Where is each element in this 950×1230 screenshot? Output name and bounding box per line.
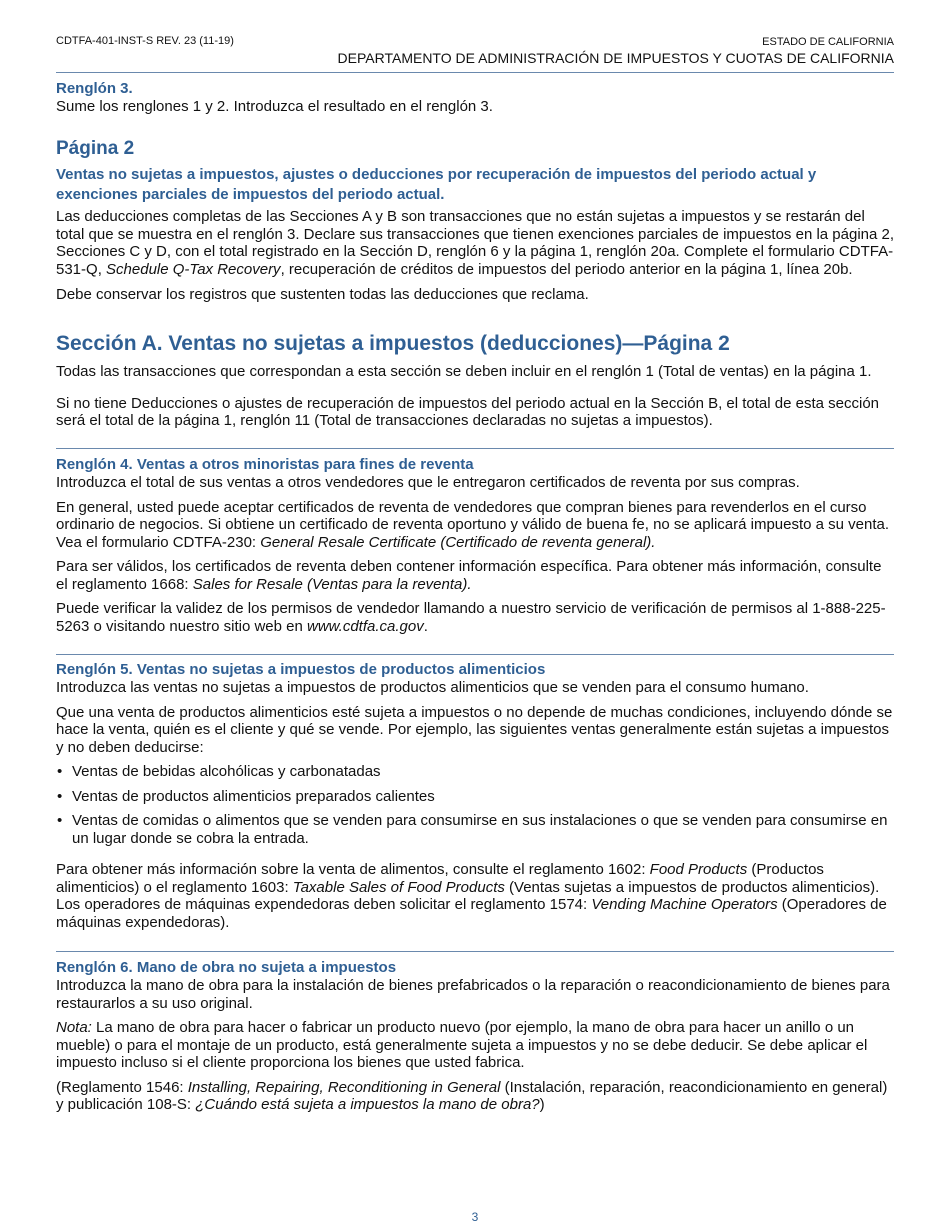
sectionA-heading: Sección A. Ventas no sujetas a impuestos (deducciones)—Página 2 <box>56 332 730 355</box>
list-item: • Ventas de productos alimenticios preparados calientes <box>56 788 894 806</box>
divider-line5 <box>56 654 894 655</box>
divider-line6 <box>56 951 894 952</box>
line5-section <box>56 660 894 931</box>
header-divider <box>56 72 894 73</box>
department-name: DEPARTAMENTO DE ADMINISTRACIÓN DE IMPUESTOS Y CUOTAS DE CALIFORNIA <box>337 50 894 66</box>
sectionA-paragraph-1: Todas las transacciones que correspondan a esta sección se deben incluir en el renglón 1 (Total de ventas) en la página 1. <box>56 363 872 380</box>
website-link: www.cdtfa.ca.gov <box>307 617 424 635</box>
line4-paragraph-2: En general, usted puede aceptar certificados de reventa de vendedores que compran bienes para revenderlos en el curso ordinario de negocios. Si obtiene un certificado de reventa oportuno y válido de buena fe, no se aplicará impuesto a su venta. Vea el formulario CDTFA-230: General Resale Certificate (Certificado de reventa general). <box>56 498 890 551</box>
document-page <box>56 0 895 1113</box>
page2-subheading: Ventas no sujetas a impuestos, ajustes o deducciones por recuperación de impuestos del periodo actual y exenciones parciales de impuestos del periodo actual. <box>56 166 817 203</box>
sectionA <box>56 331 894 430</box>
line3-section <box>56 79 894 116</box>
line4-heading: Renglón 4. Ventas a otros minoristas para fines de reventa <box>56 456 474 473</box>
page-header <box>56 0 894 66</box>
line4-section <box>56 455 894 635</box>
page2-section <box>56 137 894 304</box>
agency-block <box>338 35 894 67</box>
page2-paragraph-2: Debe conservar los registros que sustenten todas las deducciones que reclama. <box>56 286 589 303</box>
list-item: • Ventas de comidas o alimentos que se venden para consumirse en sus instalaciones o que se venden para consumirse en un lugar donde se cobra la entrada. <box>56 812 894 847</box>
form-id: CDTFA-401-INST-S REV. 23 (11-19) <box>56 35 234 47</box>
line4-paragraph-4: Puede verificar la validez de los permisos de vendedor llamando a nuestro servicio de verificación de permisos al 1-888-225-5263 o visitando nuestro sitio web en www.cdtfa.ca.gov. <box>56 600 886 635</box>
line6-section <box>56 958 894 1114</box>
line6-paragraph-1: Introduzca la mano de obra para la instalación de bienes prefabricados o la reparación o reacondicionamiento de bienes para restaurarlos a su uso original. <box>56 977 890 1012</box>
line6-heading: Renglón 6. Mano de obra no sujeta a impuestos <box>56 959 397 976</box>
list-item: • Ventas de bebidas alcohólicas y carbonatadas <box>56 763 894 781</box>
line4-paragraph-1: Introduzca el total de sus ventas a otros vendedores que le entregaron certificados de reventa por sus compras. <box>56 474 800 491</box>
state-name: ESTADO DE CALIFORNIA <box>762 36 894 48</box>
line5-paragraph-3: Para obtener más información sobre la venta de alimentos, consulte el reglamento 1602: Food Products (Productos alimenticios) o el reglamento 1603: Taxable Sales of Food Products (Ventas sujetas a impuestos de productos alimenticios). Los operadores de máquinas expendedoras deben solicitar el reglamento 1574: Vending Machine Operators (Operadores de máquinas expendedoras). <box>56 861 887 931</box>
line3-heading: Renglón 3. <box>56 80 133 97</box>
sectionA-paragraph-2: Si no tiene Deducciones o ajustes de recuperación de impuestos del periodo actual en la Sección B, el total de esta sección será el total de la página 1, renglón 11 (Total de transacciones declaradas no sujetas a impuestos). <box>56 394 880 429</box>
page2-heading: Página 2 <box>56 138 135 159</box>
page-number: 3 <box>471 1210 479 1224</box>
line5-paragraph-1: Introduzca las ventas no sujetas a impuestos de productos alimenticios que se venden para el consumo humano. <box>56 679 809 696</box>
line5-paragraph-2: Que una venta de productos alimenticios esté sujeta a impuestos o no depende de muchas condiciones, incluyendo dónde se hace la venta, quién es el cliente y qué se vende. Por ejemplo, las siguientes ventas generalmente están sujetas a impuestos y no deben deducirse: <box>56 703 893 756</box>
line6-paragraph-2: Nota: La mano de obra para hacer o fabricar un producto nuevo (por ejemplo, la mano de obra para hacer un anillo o un mueble) o para el montaje de un producto, está generalmente sujeta a impuestos y no se debe deducir. Se debe aplicar el impuesto incluso si el cliente proporciona los bienes que usted fabrica. <box>56 1019 868 1071</box>
divider-line4 <box>56 448 894 449</box>
line3-text: Sume los renglones 1 y 2. Introduzca el resultado en el renglón 3. <box>56 98 493 115</box>
page2-paragraph-1: Las deducciones completas de las Secciones A y B son transacciones que no están sujetas a impuestos y se restarán del total que se muestra en el renglón 3. Declare sus transacciones que tienen exenciones parciales de impuestos en la página 2, Secciones C y D, con el total registrado en la Sección D, renglón 6 y la página 1, renglón 20a. Complete el formulario CDTFA-531-Q, Schedule Q-Tax Recovery, recuperación de créditos de impuestos del periodo anterior en la página 1, línea 20b. <box>56 208 895 278</box>
line6-paragraph-3: (Reglamento 1546: Installing, Repairing, Reconditioning in General (Instalación, reparación, reacondicionamiento en general) y publicación 108-S: ¿Cuándo está sujeta a impuestos la mano de obra?) <box>56 1078 888 1113</box>
line5-heading: Renglón 5. Ventas no sujetas a impuestos de productos alimenticios <box>56 661 546 678</box>
line4-paragraph-3: Para ser válidos, los certificados de reventa deben contener información específica. Para obtener más información, consulte el reglamento 1668: Sales for Resale (Ventas para la reventa). <box>56 558 882 593</box>
